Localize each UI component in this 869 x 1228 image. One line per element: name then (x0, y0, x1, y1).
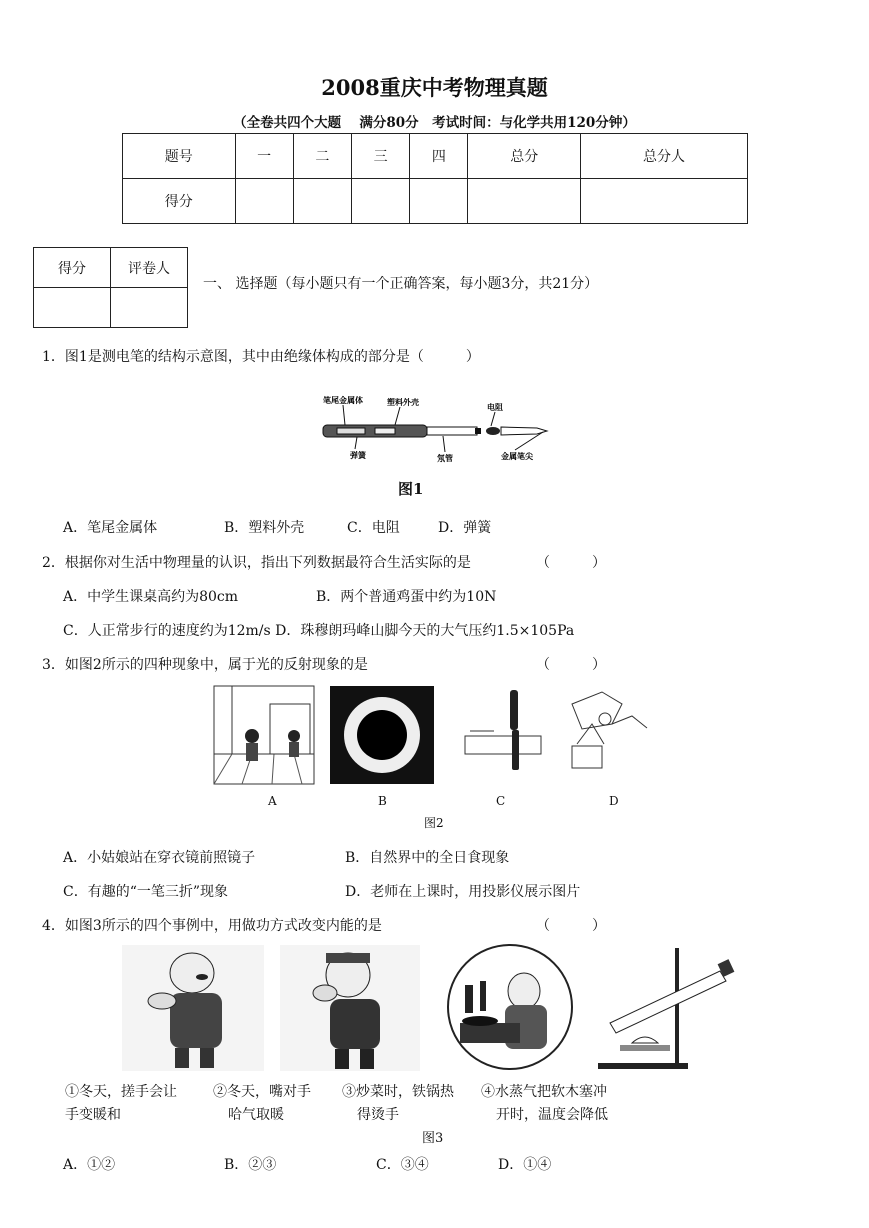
caption-4-line2: 开时，温度会降低 (496, 1107, 608, 1123)
answer-paren[interactable]: （ ） (536, 657, 606, 673)
option-d[interactable]: D．老师在上课时，用投影仪展示图片 (345, 884, 581, 900)
pen-part-label: 塑料外壳 (387, 397, 419, 407)
option-c[interactable]: C．有趣的“一笔三折”现象 (63, 884, 229, 900)
figure-1-label: 图1 (398, 480, 424, 498)
caption-2-line1: ②冬天，嘴对手 (213, 1084, 311, 1100)
score-row-label: 得分 (123, 179, 236, 224)
caption-1-line2: 手变暖和 (65, 1107, 121, 1123)
score-cell[interactable] (581, 179, 748, 224)
caption-1-line1: ①冬天，搓手会让 (65, 1084, 177, 1100)
pen-part-label: 弹簧 (350, 450, 366, 460)
option-a[interactable]: A．中学生课桌高约为80cm (63, 589, 239, 605)
caption-2-line2: 哈气取暖 (228, 1107, 284, 1123)
option-b[interactable]: B．②③ (224, 1157, 277, 1173)
score-header: 总分 (468, 134, 581, 179)
grader-header: 评卷人 (111, 248, 188, 288)
score-header: 一 (235, 134, 293, 179)
score-cell[interactable] (410, 179, 468, 224)
figure-letter: C (496, 794, 506, 808)
caption-4-line1: ④水蒸气把软木塞冲 (481, 1084, 607, 1100)
solar-eclipse-image (330, 686, 434, 784)
score-table (122, 133, 748, 224)
figure-3 (120, 943, 750, 1073)
score-header: 三 (352, 134, 410, 179)
pen-part-label: 氖管 (437, 453, 453, 463)
option-a[interactable]: A．小姑娘站在穿衣镜前照镜子 (63, 850, 256, 866)
question-2: 2．根据你对生活中物理量的认识，指出下列数据最符合生活实际的是 (42, 555, 471, 571)
score-header: 总分人 (581, 134, 748, 179)
score-cell[interactable] (293, 179, 351, 224)
option-b[interactable]: B．两个普通鸡蛋中约为10N (316, 589, 497, 605)
score-cell[interactable] (235, 179, 293, 224)
bent-pen-image (465, 690, 541, 770)
steam-cork-image (598, 948, 734, 1069)
option-a[interactable]: A．①② (63, 1157, 116, 1173)
option-c[interactable]: C．电阻 (347, 520, 400, 536)
caption-3-line2: 得烫手 (357, 1107, 399, 1123)
option-b[interactable]: B．塑料外壳 (224, 520, 305, 536)
pen-part-label: 电阻 (487, 402, 503, 412)
option-d[interactable]: D．弹簧 (438, 520, 492, 536)
breath-hands-image (280, 945, 420, 1071)
score-header: 题号 (123, 134, 236, 179)
figure-2-label: 图2 (424, 816, 444, 830)
figure-letter: A (268, 794, 277, 808)
caption-3-line1: ③炒菜时，铁锅热 (342, 1084, 454, 1100)
grader-cell[interactable] (34, 288, 111, 328)
exam-info: （全卷共四个大题 满分80分 考试时间：与化学共用120分钟） (233, 115, 636, 131)
figure-2 (212, 684, 657, 786)
section-title: 一、 选择题（每小题只有一个正确答案，每小题3分，共21分） (203, 276, 599, 292)
answer-paren[interactable]: （ ） (536, 918, 606, 934)
projector-teacher-image (572, 692, 647, 768)
score-header: 二 (293, 134, 351, 179)
grader-cell[interactable] (111, 288, 188, 328)
answer-paren[interactable]: （ ） (536, 555, 606, 571)
option-b[interactable]: B．自然界中的全日食现象 (345, 850, 510, 866)
figure-letter: D (609, 794, 619, 808)
score-header: 四 (410, 134, 468, 179)
rubbing-hands-image (122, 945, 264, 1071)
question-4: 4．如图3所示的四个事例中，用做功方式改变内能的是 (42, 918, 382, 934)
option-c-d[interactable]: C．人正常步行的速度约为12m/s D．珠穆朗玛峰山脚今天的大气压约1.5×105Pa (63, 623, 575, 639)
score-cell[interactable] (468, 179, 581, 224)
option-d[interactable]: D．①④ (498, 1157, 552, 1173)
pen-part-label: 笔尾金属体 (323, 395, 363, 405)
mirror-girl-image (214, 686, 314, 784)
figure-3-label: 图3 (422, 1131, 444, 1146)
pen-part-label: 金属笔尖 (501, 451, 533, 461)
page-title: 2008重庆中考物理真题 (321, 75, 548, 100)
question-1: 1．图1是测电笔的结构示意图，其中由绝缘体构成的部分是（ ） (42, 349, 480, 365)
score-cell[interactable] (352, 179, 410, 224)
option-a[interactable]: A．笔尾金属体 (63, 520, 158, 536)
figure-letter: B (378, 794, 387, 808)
grader-header: 得分 (34, 248, 111, 288)
cooking-image (448, 945, 572, 1069)
option-c[interactable]: C．③④ (376, 1157, 429, 1173)
tester-pen-figure (315, 393, 550, 465)
question-3: 3．如图2所示的四种现象中，属于光的反射现象的是 (42, 657, 368, 673)
grader-box (33, 247, 188, 328)
